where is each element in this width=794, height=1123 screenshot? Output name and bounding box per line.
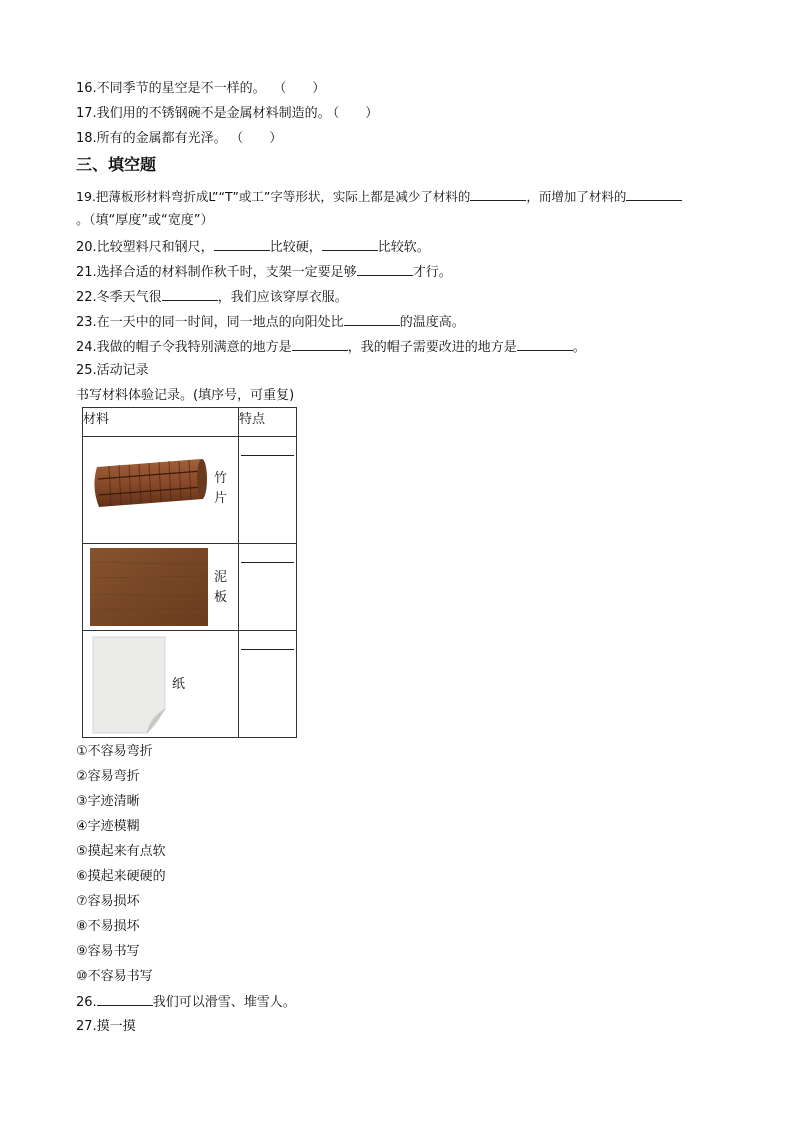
- question-19-cont: [76, 212, 213, 230]
- question-24-text-a: 24.我做的帽子令我特别满意的地方是: [76, 340, 292, 355]
- option-5: ⑤摸起来有点软: [76, 844, 166, 859]
- question-16: [76, 80, 325, 98]
- question-20: [76, 238, 430, 257]
- option-1: ①不容易弯折: [76, 744, 153, 759]
- bamboo-slips-image: [83, 437, 238, 543]
- question-27: 27.摸一摸: [76, 1019, 136, 1034]
- paper-image: [83, 631, 238, 737]
- question-25-instruction: 书写材料体验记录。(填序号，可重复): [76, 388, 295, 403]
- option-10: ⑩不容易书写: [76, 969, 153, 984]
- table-row-clay-board: [83, 544, 297, 631]
- question-21-text-b: 才行。: [412, 265, 452, 280]
- table-row-bamboo: [83, 437, 297, 544]
- table-header-feature: 特点: [239, 408, 297, 437]
- question-22-text-b: ，我们应该穿厚衣服。: [217, 290, 348, 305]
- question-25-title: 25.活动记录: [76, 363, 149, 378]
- bamboo-label: 竹 片: [214, 471, 228, 506]
- question-17-answer-paren[interactable]: （ ）: [332, 106, 379, 121]
- question-22-blank-1[interactable]: [162, 288, 218, 301]
- question-20-text-a: 20.比较塑料尺和钢尺，: [76, 240, 214, 255]
- question-26-blank-1[interactable]: [97, 993, 153, 1006]
- question-22: [76, 288, 348, 307]
- question-19-text-a: 19.把薄板形材料弯折成L”“T”或工”字等形状，实际上都是减少了材料的: [76, 189, 471, 204]
- question-26-text-b: 我们可以滑雪、堆雪人。: [152, 995, 296, 1010]
- question-26: [76, 993, 296, 1012]
- question-24-text-c: 。: [572, 340, 586, 355]
- material-record-table: [82, 407, 297, 738]
- question-23-text-b: 的温度高。: [399, 315, 465, 330]
- question-23-blank-1[interactable]: [344, 313, 400, 326]
- option-2: ②容易弯折: [76, 769, 140, 784]
- question-16-answer-paren[interactable]: （ ）: [279, 81, 326, 96]
- option-8: ⑧不易损坏: [76, 919, 140, 934]
- paper-label: 纸: [172, 677, 186, 692]
- question-20-text-c: 比较软。: [377, 240, 430, 255]
- question-23: [76, 313, 465, 332]
- question-19-text-c: 。（填“厚度”或“宽度”）: [76, 213, 214, 228]
- question-20-blank-2[interactable]: [322, 238, 378, 251]
- clay-board-feature-cell[interactable]: [239, 544, 297, 631]
- question-24-blank-1[interactable]: [292, 338, 348, 351]
- question-26-text-a: 26.: [76, 995, 97, 1010]
- question-21-text-a: 21.选择合适的材料制作秋千时，支架一定要足够: [76, 265, 357, 280]
- option-6: ⑥摸起来硬硬的: [76, 869, 166, 884]
- question-19-blank-2[interactable]: [626, 188, 682, 201]
- option-4: ④字迹模糊: [76, 819, 140, 834]
- question-22-text-a: 22.冬季天气很: [76, 290, 162, 305]
- option-7: ⑦容易损坏: [76, 894, 140, 909]
- question-17-text: 17.我们用的不锈钢碗不是金属材料制造的。: [76, 106, 331, 121]
- question-16-text: 16.不同季节的星空是不一样的。: [76, 81, 266, 96]
- question-18: [76, 130, 282, 148]
- table-row-paper: [83, 631, 297, 738]
- question-18-answer-paren[interactable]: （ ）: [236, 131, 283, 146]
- question-23-text-a: 23.在一天中的同一时间，同一地点的向阳处比: [76, 315, 344, 330]
- table-header-row: [83, 408, 297, 437]
- question-19: [76, 188, 682, 206]
- table-header-material: 材料: [83, 408, 239, 437]
- paper-feature-cell[interactable]: [239, 631, 297, 738]
- question-24-text-b: ，我的帽子需要改进的地方是: [347, 340, 517, 355]
- paper-answer-blank[interactable]: [241, 649, 294, 650]
- question-18-text: 18.所有的金属都有光泽。: [76, 131, 227, 146]
- question-24-blank-2[interactable]: [517, 338, 573, 351]
- bamboo-scroll-icon: [89, 453, 214, 513]
- question-17: [76, 105, 378, 123]
- question-19-blank-1[interactable]: [470, 188, 526, 201]
- question-24: [76, 338, 586, 357]
- bamboo-feature-cell[interactable]: [239, 437, 297, 544]
- clay-board-icon: [90, 548, 208, 626]
- question-19-text-b: ，而增加了材料的: [526, 189, 627, 204]
- section-heading: 三、填空题: [76, 155, 157, 174]
- question-20-blank-1[interactable]: [214, 238, 270, 251]
- paper-sheet-icon: [91, 635, 167, 735]
- clay-board-answer-blank[interactable]: [241, 562, 294, 563]
- clay-board-label: 泥 板: [214, 570, 228, 605]
- question-20-text-b: 比较硬，: [269, 240, 322, 255]
- clay-board-image: [83, 544, 238, 630]
- question-21-blank-1[interactable]: [357, 263, 413, 276]
- question-21: [76, 263, 452, 282]
- option-3: ③字迹清晰: [76, 794, 140, 809]
- option-9: ⑨容易书写: [76, 944, 140, 959]
- bamboo-answer-blank[interactable]: [241, 455, 294, 456]
